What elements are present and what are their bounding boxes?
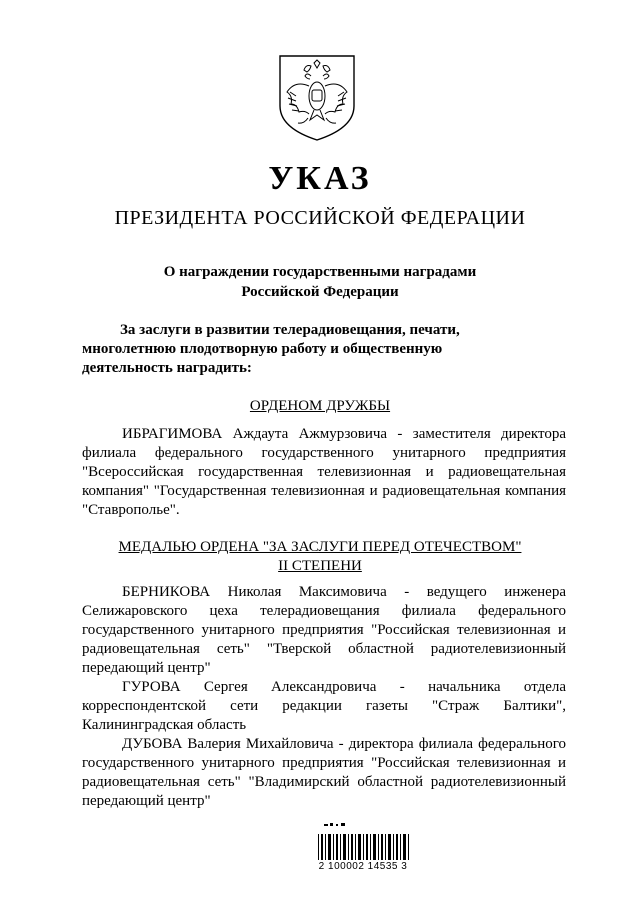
recipient-description: - начальника отдела корреспондентской сети редакции газеты "Страж Балтики", Калининградская область bbox=[82, 679, 567, 733]
award-title-medal bbox=[0, 538, 640, 576]
barcode-number: 2 100002 14535 3 bbox=[318, 861, 408, 872]
recipient-name: ДУБОВА Валерия Михайловича bbox=[122, 736, 334, 752]
recipient-entry bbox=[82, 583, 566, 678]
preamble-line-2: многолетнюю плодотворную работу и общественную bbox=[82, 341, 443, 357]
award-title-order-of-friendship: ОРДЕНОМ ДРУЖБЫ bbox=[249, 398, 391, 414]
recipient-description: - заместителя директора филиала федерального государственного унитарного предприятия "Всероссийская государственная телевизионная и радиовещательная компания" "Государственная телевизионная и радиовещательная компания "Ставрополье". bbox=[82, 426, 566, 518]
recipient-entry bbox=[82, 425, 566, 520]
recipient-name: ИБРАГИМОВА Аждаута Ажмурзовича bbox=[122, 426, 388, 442]
decree-heading-line-1: О награждении государственными наградами bbox=[163, 264, 477, 280]
recipient-name: БЕРНИКОВА Николая Максимовича bbox=[122, 584, 387, 600]
recipient-description: - директора филиала федерального государственного унитарного предприятия "Российская телевизионная и радиовещательная сеть" "Владимирский областной радиотелевизионный передающий центр" bbox=[82, 736, 566, 809]
medal-recipient-list bbox=[82, 583, 566, 811]
award-title-medal-line-2: II СТЕПЕНИ bbox=[278, 558, 362, 574]
decree-heading bbox=[0, 262, 640, 302]
decree-heading-line-2: Российской Федерации bbox=[241, 284, 399, 300]
preamble bbox=[82, 321, 566, 378]
recipient-name: ГУРОВА Сергея Александровича bbox=[122, 679, 377, 695]
document-title: УКАЗ bbox=[268, 160, 372, 197]
preamble-line-1: За заслуги в развитии телерадиовещания, печати, bbox=[120, 322, 460, 338]
preamble-line-3: деятельность наградить: bbox=[82, 360, 252, 376]
recipient-description: - ведущего инженера Селижаровского цеха телерадиовещания филиала федерального государственного унитарного предприятия "Российская телевизионная и радиовещательная сеть" "Тверской областной радиотелевизионный передающий центр" bbox=[82, 584, 566, 676]
award-title-medal-line-1: МЕДАЛЬЮ ОРДЕНА "ЗА ЗАСЛУГИ ПЕРЕД ОТЕЧЕСТВОМ" bbox=[118, 539, 522, 555]
recipient-entry bbox=[82, 678, 566, 735]
award-recipient-list bbox=[82, 425, 566, 520]
document-subtitle: ПРЕЗИДЕНТА РОССИЙСКОЙ ФЕДЕРАЦИИ bbox=[114, 207, 526, 229]
russian-coat-of-arms-icon bbox=[274, 50, 360, 142]
recipient-entry bbox=[82, 735, 566, 811]
